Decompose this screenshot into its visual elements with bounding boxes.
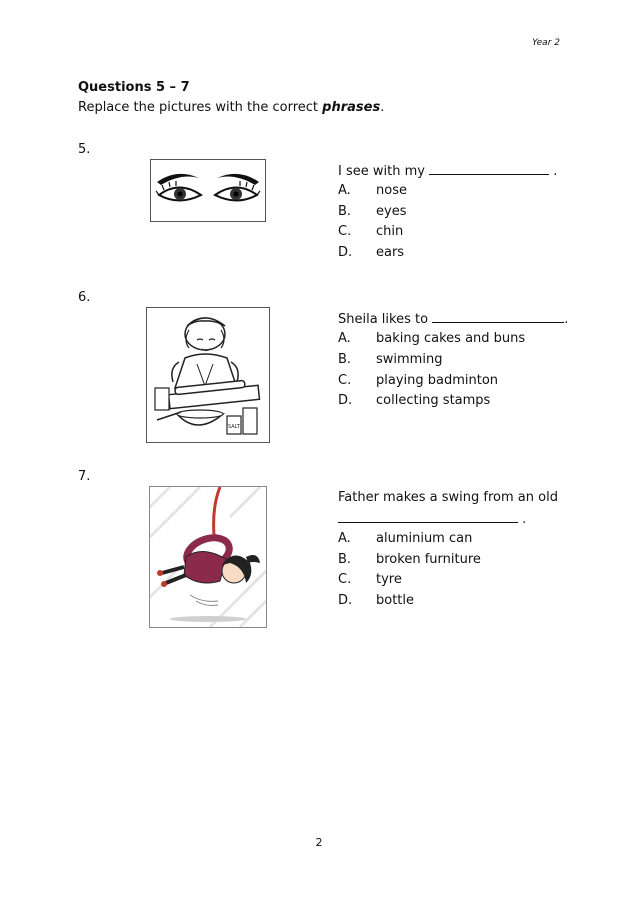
- baking-picture: [146, 307, 270, 443]
- eyes-icon: [151, 160, 265, 221]
- question-5-number: 5.: [78, 142, 91, 157]
- question-6-stem: [338, 311, 568, 327]
- option-letter: D.: [338, 593, 353, 608]
- option-text: nose: [376, 183, 407, 198]
- option-letter: B.: [338, 352, 352, 367]
- option-text: eyes: [376, 204, 407, 219]
- question-5-stem-text: I see with my: [338, 164, 425, 179]
- eyes-picture: [150, 159, 266, 222]
- swing-picture: [149, 486, 267, 628]
- option-letter: D.: [338, 245, 353, 260]
- question-6-option-b[interactable]: [338, 352, 442, 367]
- option-text: swimming: [376, 352, 443, 367]
- question-7-option-b[interactable]: [338, 552, 481, 567]
- option-letter: C.: [338, 572, 352, 587]
- page-number: 2: [315, 836, 323, 849]
- question-6-option-c[interactable]: [338, 373, 498, 388]
- question-5-option-d[interactable]: [338, 245, 404, 260]
- answer-blank: [429, 163, 549, 175]
- option-letter: D.: [338, 393, 353, 408]
- question-5-stem: [338, 163, 557, 179]
- option-letter: C.: [338, 224, 352, 239]
- option-text: baking cakes and buns: [376, 331, 526, 346]
- question-5-option-b[interactable]: [338, 204, 406, 219]
- question-6-stem-text: Sheila likes to: [338, 312, 429, 327]
- question-6-number: 6.: [78, 290, 91, 305]
- answer-blank: [432, 311, 564, 323]
- question-6-option-a[interactable]: [338, 331, 525, 346]
- option-text: tyre: [376, 572, 402, 587]
- option-text: chin: [376, 224, 404, 239]
- question-6-option-d[interactable]: [338, 393, 490, 408]
- option-letter: B.: [338, 552, 352, 567]
- instruction-text: Replace the pictures with the correct: [78, 100, 323, 115]
- question-7-option-c[interactable]: [338, 572, 402, 587]
- question-7-stem-line-1: Father makes a swing from an old: [338, 490, 558, 505]
- question-7-option-d[interactable]: [338, 593, 414, 608]
- instruction-end: .: [380, 100, 385, 115]
- instruction: [78, 100, 384, 115]
- question-5-stem-end: .: [549, 164, 558, 179]
- question-6-stem-end: .: [564, 312, 569, 327]
- question-5-option-a[interactable]: [338, 183, 407, 198]
- option-text: broken furniture: [376, 552, 481, 567]
- salt-label: SALT: [228, 424, 240, 430]
- question-7-number: 7.: [78, 469, 91, 484]
- option-text: ears: [376, 245, 405, 260]
- question-5-option-c[interactable]: [338, 224, 403, 239]
- option-letter: A.: [338, 331, 351, 346]
- question-7-stem-line-2: [338, 511, 526, 527]
- section-heading: Questions 5 – 7: [78, 80, 190, 95]
- option-text: aluminium can: [376, 531, 473, 546]
- instruction-emphasis: phrases: [322, 100, 381, 115]
- year-label: Year 2: [532, 38, 560, 48]
- option-text: bottle: [376, 593, 415, 608]
- question-7-option-a[interactable]: [338, 531, 472, 546]
- option-letter: A.: [338, 183, 351, 198]
- question-7-stem-end: .: [518, 512, 527, 527]
- option-text: collecting stamps: [376, 393, 491, 408]
- girl-baking-icon: [147, 308, 269, 442]
- answer-blank: [338, 511, 518, 523]
- option-letter: C.: [338, 373, 352, 388]
- option-letter: A.: [338, 531, 351, 546]
- option-text: playing badminton: [376, 373, 499, 388]
- girl-on-tyre-swing-icon: [150, 487, 266, 627]
- option-letter: B.: [338, 204, 352, 219]
